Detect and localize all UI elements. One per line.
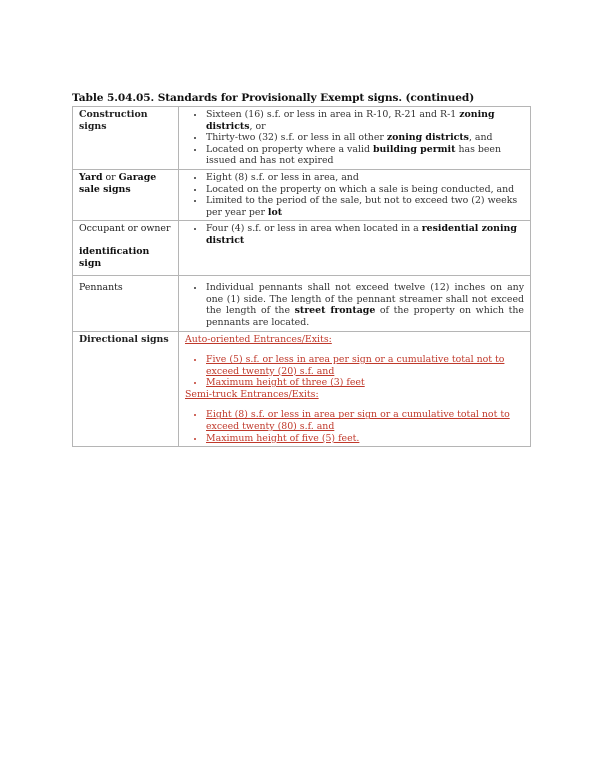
bullet-list (185, 282, 524, 328)
row-label: Directional signs (73, 331, 179, 447)
table-row-directional-signs (73, 331, 531, 447)
row-content (179, 107, 531, 170)
group-heading-auto-oriented: Auto-oriented Entrances/Exits: (185, 333, 332, 345)
bullet-list (185, 354, 524, 389)
table-caption: Table 5.04.05. Standards for Provisionally Exempt signs. (continued) (72, 92, 475, 104)
table-row-occupant-identification-sign (73, 221, 531, 276)
list-item: • Individual pennants shall not exceed twelve (12) inches on any one (1) side. The length of the pennant streamer shall not exceed the length of the street frontage of the property on which the pennants are located. (205, 282, 524, 328)
row-content (179, 221, 531, 276)
bullet-list (185, 409, 524, 444)
list-item: • Located on the property on which a sale is being conducted, and (205, 184, 524, 196)
row-label: Yard or Garage sale signs (73, 169, 179, 220)
provisionally-exempt-signs-table (72, 106, 531, 447)
list-item: • Limited to the period of the sale, but not to exceed two (2) weeks per year per lot (205, 195, 524, 218)
list-item: • Four (4) s.f. or less in area when located in a residential zoning district (205, 223, 524, 246)
table-row-construction-signs (73, 107, 531, 170)
list-item: • Thirty-two (32) s.f. or less in all other zoning districts, and (205, 132, 524, 144)
bullet-list (185, 172, 524, 218)
row-label: Occupant or owner identification sign (73, 221, 179, 276)
row-content (179, 276, 531, 331)
table-row-pennants (73, 276, 531, 331)
list-item: • Eight (8) s.f. or less in area, and (205, 172, 524, 184)
list-item: • Maximum height of five (5) feet. (205, 433, 524, 445)
row-label: Construction signs (73, 107, 179, 170)
bullet-list (185, 109, 524, 167)
list-item: • Located on property where a valid building permit has been issued and has not expired (205, 144, 524, 167)
list-item: • Eight (8) s.f. or less in area per sign or a cumulative total not to exceed twenty (80) s.f. and (205, 409, 524, 432)
list-item: • Maximum height of three (3) feet (205, 377, 524, 389)
list-item: • Sixteen (16) s.f. or less in area in R-10, R-21 and R-1 zoning districts, or (205, 109, 524, 132)
bullet-list (185, 223, 524, 246)
row-content (179, 331, 531, 447)
row-label: Pennants (73, 276, 179, 331)
table-row-yard-garage-sale-signs (73, 169, 531, 220)
list-item: • Five (5) s.f. or less in area per sign or a cumulative total not to exceed twenty (20) s.f. and (205, 354, 524, 377)
row-content (179, 169, 531, 220)
group-heading-semi-truck: Semi-truck Entrances/Exits: (185, 388, 319, 400)
